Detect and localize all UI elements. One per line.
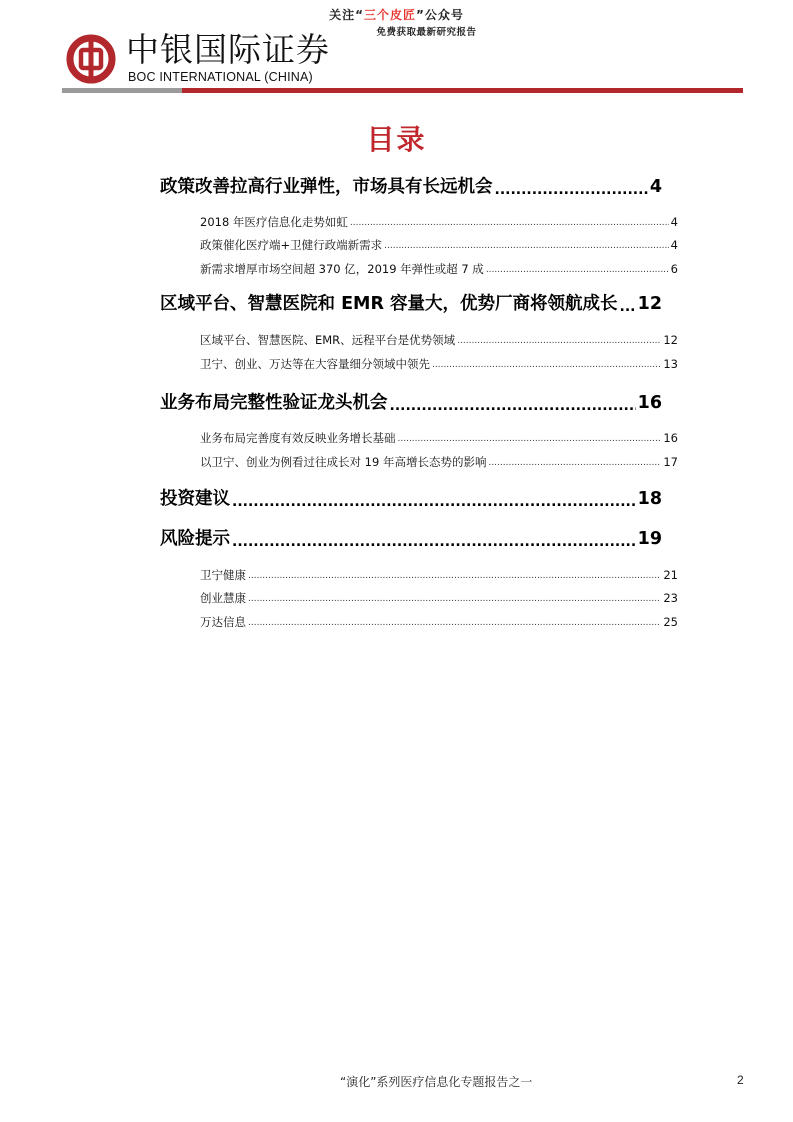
toc-entry-page: 16	[637, 393, 662, 413]
toc-leader-dots	[390, 396, 636, 416]
toc-leader-dots	[486, 263, 669, 278]
toc-entry-section-1[interactable]	[160, 174, 662, 200]
toc-entry-subsection[interactable]	[200, 236, 678, 254]
toc-entry-text: 政策改善拉高行业弹性，市场具有长远机会	[160, 177, 493, 197]
promo-line-2: 免费获取最新研究报告	[376, 27, 477, 38]
promo-suffix: ”公众号	[416, 8, 464, 22]
toc-entry-text: 投资建议	[160, 489, 230, 509]
toc-entry-subsection[interactable]	[200, 331, 678, 349]
toc-leader-dots	[232, 492, 636, 512]
toc-leader-dots	[248, 616, 661, 631]
toc-leader-dots	[488, 456, 661, 471]
toc-entry-page: 12	[663, 333, 678, 347]
toc-entry-page: 4	[670, 215, 678, 229]
brand-name-en: BOC INTERNATIONAL (CHINA)	[128, 70, 313, 84]
toc-entry-page: 21	[663, 568, 678, 582]
toc-entry-text: 创业慧康	[200, 591, 246, 605]
toc-entry-text: 风险提示	[160, 529, 230, 549]
toc-entry-text: 区域平台、智慧医院和 EMR 容量大，优势厂商将领航成长	[160, 294, 618, 314]
toc-entry-text: 业务布局完整性验证龙头机会	[160, 393, 388, 413]
brand-name-cn: 中银国际证券	[126, 30, 330, 69]
toc-entry-text: 卫宁、创业、万达等在大容量细分领域中领先	[200, 357, 430, 371]
toc-leader-dots	[350, 216, 669, 231]
promo-prefix: 关注“	[329, 8, 364, 22]
toc-entry-subsection[interactable]	[200, 613, 678, 631]
toc-entry-page: 12	[637, 294, 662, 314]
promo-line-1	[0, 6, 793, 23]
toc-entry-text: 政策催化医疗端+卫健行政端新需求	[200, 238, 383, 252]
toc-entry-text: 2018 年医疗信息化走势如虹	[200, 215, 348, 229]
toc-entry-page: 23	[663, 591, 678, 605]
toc-entry-subsection[interactable]	[200, 589, 678, 607]
toc-entry-section-2[interactable]	[160, 291, 662, 317]
toc-leader-dots	[384, 239, 669, 254]
toc-entry-text: 万达信息	[200, 615, 246, 629]
toc-entry-page: 13	[663, 357, 678, 371]
toc-leader-dots	[495, 180, 648, 200]
toc-leader-dots	[248, 569, 661, 584]
header-rule-red	[182, 88, 743, 93]
promo-highlight: 三个皮匠	[363, 8, 416, 22]
toc-entry-page: 4	[670, 238, 678, 252]
toc-title: 目录	[366, 123, 427, 156]
toc-leader-dots	[457, 334, 661, 349]
toc-entry-subsection[interactable]	[200, 260, 678, 278]
toc-entry-text: 卫宁健康	[200, 568, 246, 582]
toc-entry-page: 6	[670, 262, 678, 276]
toc-leader-dots	[432, 358, 661, 373]
toc-entry-page: 4	[649, 177, 662, 197]
toc-entry-section-4[interactable]	[160, 486, 662, 512]
toc-entry-page: 19	[637, 529, 662, 549]
toc-entry-subsection[interactable]	[200, 566, 678, 584]
toc-entry-subsection[interactable]	[200, 355, 678, 373]
toc-leader-dots	[248, 592, 661, 607]
toc-entry-page: 17	[663, 455, 678, 469]
toc-entry-subsection[interactable]	[200, 213, 678, 231]
toc-entry-page: 25	[663, 615, 678, 629]
toc-entry-text: 以卫宁、创业为例看过往成长对 19 年高增长态势的影响	[200, 455, 487, 469]
header-rule-grey	[62, 88, 182, 93]
toc-leader-dots	[398, 432, 662, 447]
footer-report-title: “演化”系列医疗信息化专题报告之一	[340, 1075, 533, 1089]
toc-entry-subsection[interactable]	[200, 453, 678, 471]
toc-entry-text: 区域平台、智慧医院、EMR、远程平台是优势领域	[200, 333, 456, 347]
toc-entry-section-5[interactable]	[160, 526, 662, 552]
toc-leader-dots	[620, 297, 636, 317]
toc-entry-page: 18	[637, 489, 662, 509]
boc-logo-icon	[66, 34, 116, 84]
toc-entry-subsection[interactable]	[200, 429, 678, 447]
toc-entry-section-3[interactable]	[160, 390, 662, 416]
toc-entry-text: 业务布局完善度有效反映业务增长基础	[200, 431, 396, 445]
toc-leader-dots	[232, 532, 636, 552]
toc-entry-text: 新需求增厚市场空间超 370 亿，2019 年弹性或超 7 成	[200, 262, 484, 276]
footer-page-number: 2	[737, 1073, 744, 1087]
toc-entry-page: 16	[663, 431, 678, 445]
